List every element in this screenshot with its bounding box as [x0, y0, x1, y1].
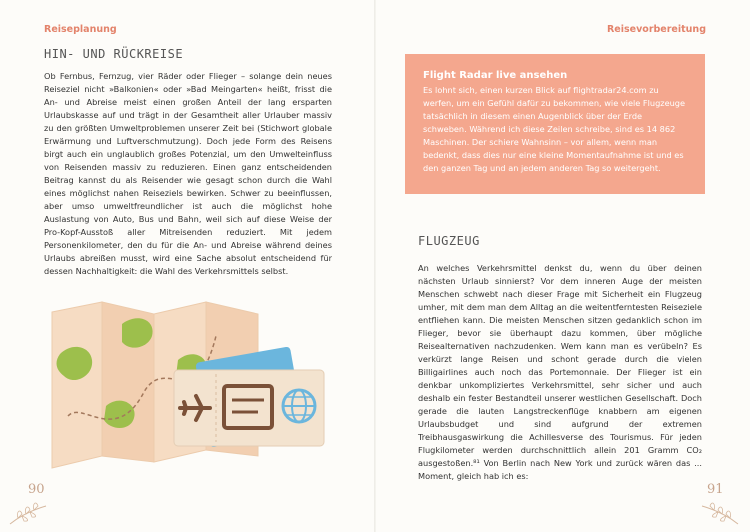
section-title-plane: FLUGZEUG [418, 234, 480, 248]
leaf-ornament [8, 496, 48, 526]
page-number-right: 91 [707, 482, 724, 497]
left-body-paragraph: Ob Fernbus, Fernzug, vier Räder oder Flieger – solange dein neues Reiseziel nicht »Balkonien« oder »Bad Meingarten« heißt, frisst die An- und Abreise meist einen großen Anteil der lang ersparten Urlaubskasse auf und trägt in der Gesamtheit aller Urlauber massiv zu den größten Umweltproblemen unserer Zeit bei (Stichwort globale Erwärmung und Luftverschmutzung). Doch jede Form des Reisens birgt auch ein unglaublich großes Potenzial, um den Umwelteinfluss von Reisenden massiv zu reduzieren. Einen ganz entscheidenden Beitrag kannst du als Reisender wie gesagt schon durch die Wahl eines möglichst nahen Reiseziels bewirken. Schwer zu beeinflussen, aber umso umweltfreundlicher ist auch die möglichst hohe Auslastung von Auto, Bus und Bahn, weil sich auf diese Weise der Pro-Kopf-Ausstoß aller Mitreisenden reduziert. Mit jedem Personenkilometer, den du für die An- und Abreise während deines Urlaubs abreißen musst, wird eine Sache absolut entscheidend für dessen Nachhaltigkeit: die Wahl des Verkehrsmittels selbst. [44, 71, 332, 276]
info-box-text: Es lohnt sich, einen kurzen Blick auf flightradar24.com zu werfen, um ein Gefühl dafür zu bekommen, wie viele Flugzeuge tatsächlich in diesem einen Augenblick über der Erde schweben. Während ich diese Zeilen schreibe, sind es 14 862 Maschinen. Der schiere Wahnsinn – vor allem, wenn man bedenkt, dass dies nur eine kleine Momentaufnahme ist und es den ganzen Tag und an jedem anderen Tag so weitergeht. [423, 85, 686, 173]
page-number-left: 90 [28, 482, 45, 497]
running-head-left: Reiseplanung [44, 24, 117, 35]
map-illustration [46, 296, 336, 470]
leaf-ornament [700, 496, 740, 526]
info-box [405, 54, 705, 194]
info-box-title: Flight Radar live ansehen [423, 70, 568, 81]
running-head-right: Reisevorbereitung [606, 24, 706, 35]
right-body-paragraph: An welches Verkehrsmittel denkst du, wenn du über deinen nächsten Urlaub sinnierst? Vor dem inneren Auge der meisten Menschen schwebt nach dieser Frage mit Sicherheit ein Flugzeug umher, mit dem man dem Alltag an die weitentferntesten Reiseziele entfliehen kann. Die meisten Menschen sitzen gedanklich schon im Flieger, bevor sie überhaupt dazu kommen, über mögliche Reisealternativen nachzudenken. Wem kann man es verübeln? Es verkürzt lange Reisen und schont gerade durch die vielen Billigairlines auch noch das Portemonnaie. Der Flieger ist ein denkbar unkompliziertes Verkehrsmittel, sehr sicher und auch deshalb ein fester Bestandteil unserer westlichen Gesellschaft. Doch gerade die lauten Langstreckenflüge knabbern am eigenen Urlaubsbudget und sind aufgrund der extremen Treibhausgaswirkung die Achillesverse des Tourismus. Für jeden Flugkilometer werden durchschnittlich allein 201 Gramm CO₂ ausgestoßen.⁸¹ Von Berlin nach New York und zurück wären das ... Moment, gleich hab ich es: [418, 263, 702, 481]
section-title-travel: HIN- UND RÜCKREISE [44, 47, 184, 61]
